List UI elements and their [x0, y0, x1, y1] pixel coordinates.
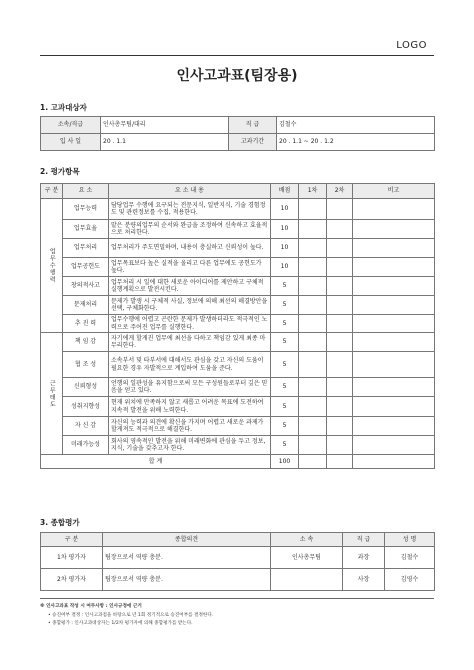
element-description: 업무목표보다 높은 실적을 올리고 다른 업무에도 공헌도가 높다.: [109, 258, 271, 277]
section2-heading: 2. 평가항목: [40, 167, 80, 176]
second-eval-cell: [327, 296, 353, 315]
evaluation-row: [41, 436, 435, 455]
total-score: 100: [271, 455, 299, 469]
dept-label: 소속/직급: [41, 117, 101, 134]
second-eval-cell: [327, 417, 353, 436]
first-eval-cell: [299, 436, 327, 455]
note-title: ※ 인사고과표 작성 시 여무사항 : 인사규정에 근거: [40, 604, 142, 609]
category-label: 업무수행력: [41, 199, 63, 333]
element-description: 업무처리가 주도면밀하며, 내용이 충실하고 신뢰성이 높다.: [109, 239, 271, 258]
join-date-value: 20 . 1.1: [101, 134, 229, 151]
summary-row: [41, 569, 435, 591]
summary-header-row: [41, 533, 435, 547]
evaluation-row: [41, 199, 435, 220]
element-score: 5: [271, 397, 299, 417]
element-description: 언행의 일관성을 유지함으로써 모든 구성원들로부터 깊은 믿음을 얻고 있다.: [109, 378, 271, 397]
element-score: 5: [271, 296, 299, 315]
remarks-cell: [353, 378, 435, 397]
element-score: 5: [271, 333, 299, 352]
first-eval-cell: [299, 258, 327, 277]
first-eval-cell: [299, 417, 327, 436]
element-name: 신뢰형성: [63, 378, 109, 397]
evaluator-label: 2차 평가자: [41, 569, 103, 591]
element-score: 10: [271, 239, 299, 258]
element-score: 10: [271, 199, 299, 220]
rank-label: 직 급: [229, 117, 277, 134]
section1-heading: 1. 고과대상자: [40, 103, 87, 112]
element-score: 5: [271, 352, 299, 378]
total-first: [299, 455, 327, 469]
second-eval-cell: [327, 333, 353, 352]
element-description: 업무수행에 어렵고 곤란한 문제가 발생하더라도 적극적인 노력으로 주어진 업무를 실행한다.: [109, 315, 271, 333]
element-name: 추 진 력: [63, 315, 109, 333]
col-second: 2차: [327, 184, 353, 199]
element-description: 업무처리 시 일에 대한 새로운 아이디어를 제안하고 구체적 실행계획으로 발전시킨다.: [109, 277, 271, 296]
note-item: • 승진여부 결정 : 인사고과점을 바탕으로 년 1회 정기적으로 승진여부를 결정한다.: [48, 613, 214, 618]
total-label: 합 계: [41, 455, 271, 469]
element-description: 담당업무 수행에 요구되는 전문지식, 일반지식, 기술 경험정도 및 관련정보를 수집, 적용한다.: [109, 199, 271, 220]
evaluator-dept: [271, 569, 343, 591]
element-description: 회사의 영속적인 발전을 위해 미래변화에 관심을 두고 정보, 지식, 기술을 갖추고자 한다.: [109, 436, 271, 455]
evaluation-row: [41, 220, 435, 239]
target-info-row: [41, 117, 435, 134]
second-eval-cell: [327, 436, 353, 455]
first-eval-cell: [299, 315, 327, 333]
evaluation-row: [41, 378, 435, 397]
remarks-cell: [353, 315, 435, 333]
element-name: 문제처리: [63, 296, 109, 315]
notes-rule: [40, 598, 434, 599]
element-name: 성취지향성: [63, 397, 109, 417]
evaluator-name: 김영수: [385, 569, 435, 591]
evaluation-row: [41, 397, 435, 417]
period-label: 고과기간: [229, 134, 277, 151]
first-eval-cell: [299, 378, 327, 397]
evaluation-table: [40, 183, 435, 469]
element-description: 소속부서 및 타부서에 대해서도 관심을 갖고 자신의 도움이 필요한 경우 자발적으로 계입하여 도움을 준다.: [109, 352, 271, 378]
remarks-cell: [353, 296, 435, 315]
section3-heading: 3. 종합평가: [40, 518, 80, 527]
remarks-cell: [353, 436, 435, 455]
second-eval-cell: [327, 199, 353, 220]
evaluator-opinion: 팀장으로서 역량 충분.: [103, 569, 271, 591]
remarks-cell: [353, 220, 435, 239]
summary-col-rank: 직 급: [343, 533, 385, 547]
summary-col-category: 구 분: [41, 533, 103, 547]
remarks-cell: [353, 258, 435, 277]
evaluation-row: [41, 296, 435, 315]
total-second: [327, 455, 353, 469]
summary-col-opinion: 종합의견: [103, 533, 271, 547]
element-name: 업무효율: [63, 220, 109, 239]
summary-table: [40, 532, 435, 591]
second-eval-cell: [327, 315, 353, 333]
second-eval-cell: [327, 277, 353, 296]
evaluator-label: 1차 평가자: [41, 547, 103, 569]
remarks-cell: [353, 239, 435, 258]
evaluation-row: [41, 239, 435, 258]
element-score: 5: [271, 436, 299, 455]
evaluation-row: [41, 333, 435, 352]
col-description: 요 소 내 용: [109, 184, 271, 199]
evaluation-row: [41, 315, 435, 333]
element-name: 업무처리: [63, 239, 109, 258]
header-rule: [40, 55, 434, 56]
first-eval-cell: [299, 199, 327, 220]
element-name: 업무능력: [63, 199, 109, 220]
second-eval-cell: [327, 352, 353, 378]
evaluator-rank: 사장: [343, 569, 385, 591]
evaluation-header-row: [41, 184, 435, 199]
total-remarks: [353, 455, 435, 469]
note-item: • 종합평가 : 인사고과대상자는 1/2차 평가자에 의해 종합평가를 받는다.: [48, 621, 193, 626]
element-score: 5: [271, 315, 299, 333]
element-description: 자기에게 할게진 업무에 최선을 다하고 책임감 있게 최종 마무리한다.: [109, 333, 271, 352]
col-first: 1차: [299, 184, 327, 199]
period-value: 20 . 1.1 ~ 20 . 1.2: [277, 134, 435, 151]
summary-row: [41, 547, 435, 569]
evaluator-dept: 인사총무팀: [271, 547, 343, 569]
target-info-table: [40, 116, 435, 151]
first-eval-cell: [299, 220, 327, 239]
evaluation-row: [41, 417, 435, 436]
page-title: 인사고과표(팀장용): [176, 68, 298, 84]
element-score: 5: [271, 378, 299, 397]
element-description: 문제가 발생 시 구체적 사실, 정보에 의해 최선의 해결방안을 선택, 구체화한다.: [109, 296, 271, 315]
dept-value: 인사총무팀/대리: [101, 117, 229, 134]
element-score: 5: [271, 277, 299, 296]
remarks-cell: [353, 352, 435, 378]
category-label: 근무태도: [41, 333, 63, 455]
element-score: 10: [271, 220, 299, 239]
element-description: 현재 위치에 만족하지 않고 새롭고 어려운 목표에 도전하여 지속적 발전을 위해 노력한다.: [109, 397, 271, 417]
second-eval-cell: [327, 220, 353, 239]
summary-col-dept: 소 속: [271, 533, 343, 547]
summary-col-name: 성 명: [385, 533, 435, 547]
remarks-cell: [353, 333, 435, 352]
evaluation-row: [41, 258, 435, 277]
evaluator-opinion: 팀장으로서 역량 충분.: [103, 547, 271, 569]
first-eval-cell: [299, 333, 327, 352]
remarks-cell: [353, 417, 435, 436]
remarks-cell: [353, 277, 435, 296]
remarks-cell: [353, 397, 435, 417]
second-eval-cell: [327, 378, 353, 397]
total-row: [41, 455, 435, 469]
first-eval-cell: [299, 296, 327, 315]
second-eval-cell: [327, 239, 353, 258]
first-eval-cell: [299, 352, 327, 378]
element-name: 협 조 성: [63, 352, 109, 378]
evaluator-name: 김철수: [385, 547, 435, 569]
remarks-cell: [353, 199, 435, 220]
element-name: 자 신 감: [63, 417, 109, 436]
element-description: 자신의 능력과 의견에 확신을 가지며 어렵고 새로운 과제가 할게져도 적극적으로 해결한다.: [109, 417, 271, 436]
second-eval-cell: [327, 397, 353, 417]
element-name: 업무공헌도: [63, 258, 109, 277]
col-category: 구 분: [41, 184, 63, 199]
first-eval-cell: [299, 397, 327, 417]
element-description: 맡은 분량의업무의 순서와 완급을 조정하여 신속하고 효율적으로 처리한다.: [109, 220, 271, 239]
evaluation-row: [41, 352, 435, 378]
evaluator-rank: 과장: [343, 547, 385, 569]
first-eval-cell: [299, 239, 327, 258]
col-element: 요 소: [63, 184, 109, 199]
element-name: 창의적사고: [63, 277, 109, 296]
name-value: 김철수: [277, 117, 435, 134]
col-remarks: 비고: [353, 184, 435, 199]
element-score: 5: [271, 417, 299, 436]
col-score: 배점: [271, 184, 299, 199]
target-info-row: [41, 134, 435, 151]
element-name: 미래가능성: [63, 436, 109, 455]
element-score: 10: [271, 258, 299, 277]
evaluation-row: [41, 277, 435, 296]
logo: LOGO: [396, 40, 427, 51]
first-eval-cell: [299, 277, 327, 296]
join-date-label: 입 사 일: [41, 134, 101, 151]
second-eval-cell: [327, 258, 353, 277]
element-name: 책 임 감: [63, 333, 109, 352]
